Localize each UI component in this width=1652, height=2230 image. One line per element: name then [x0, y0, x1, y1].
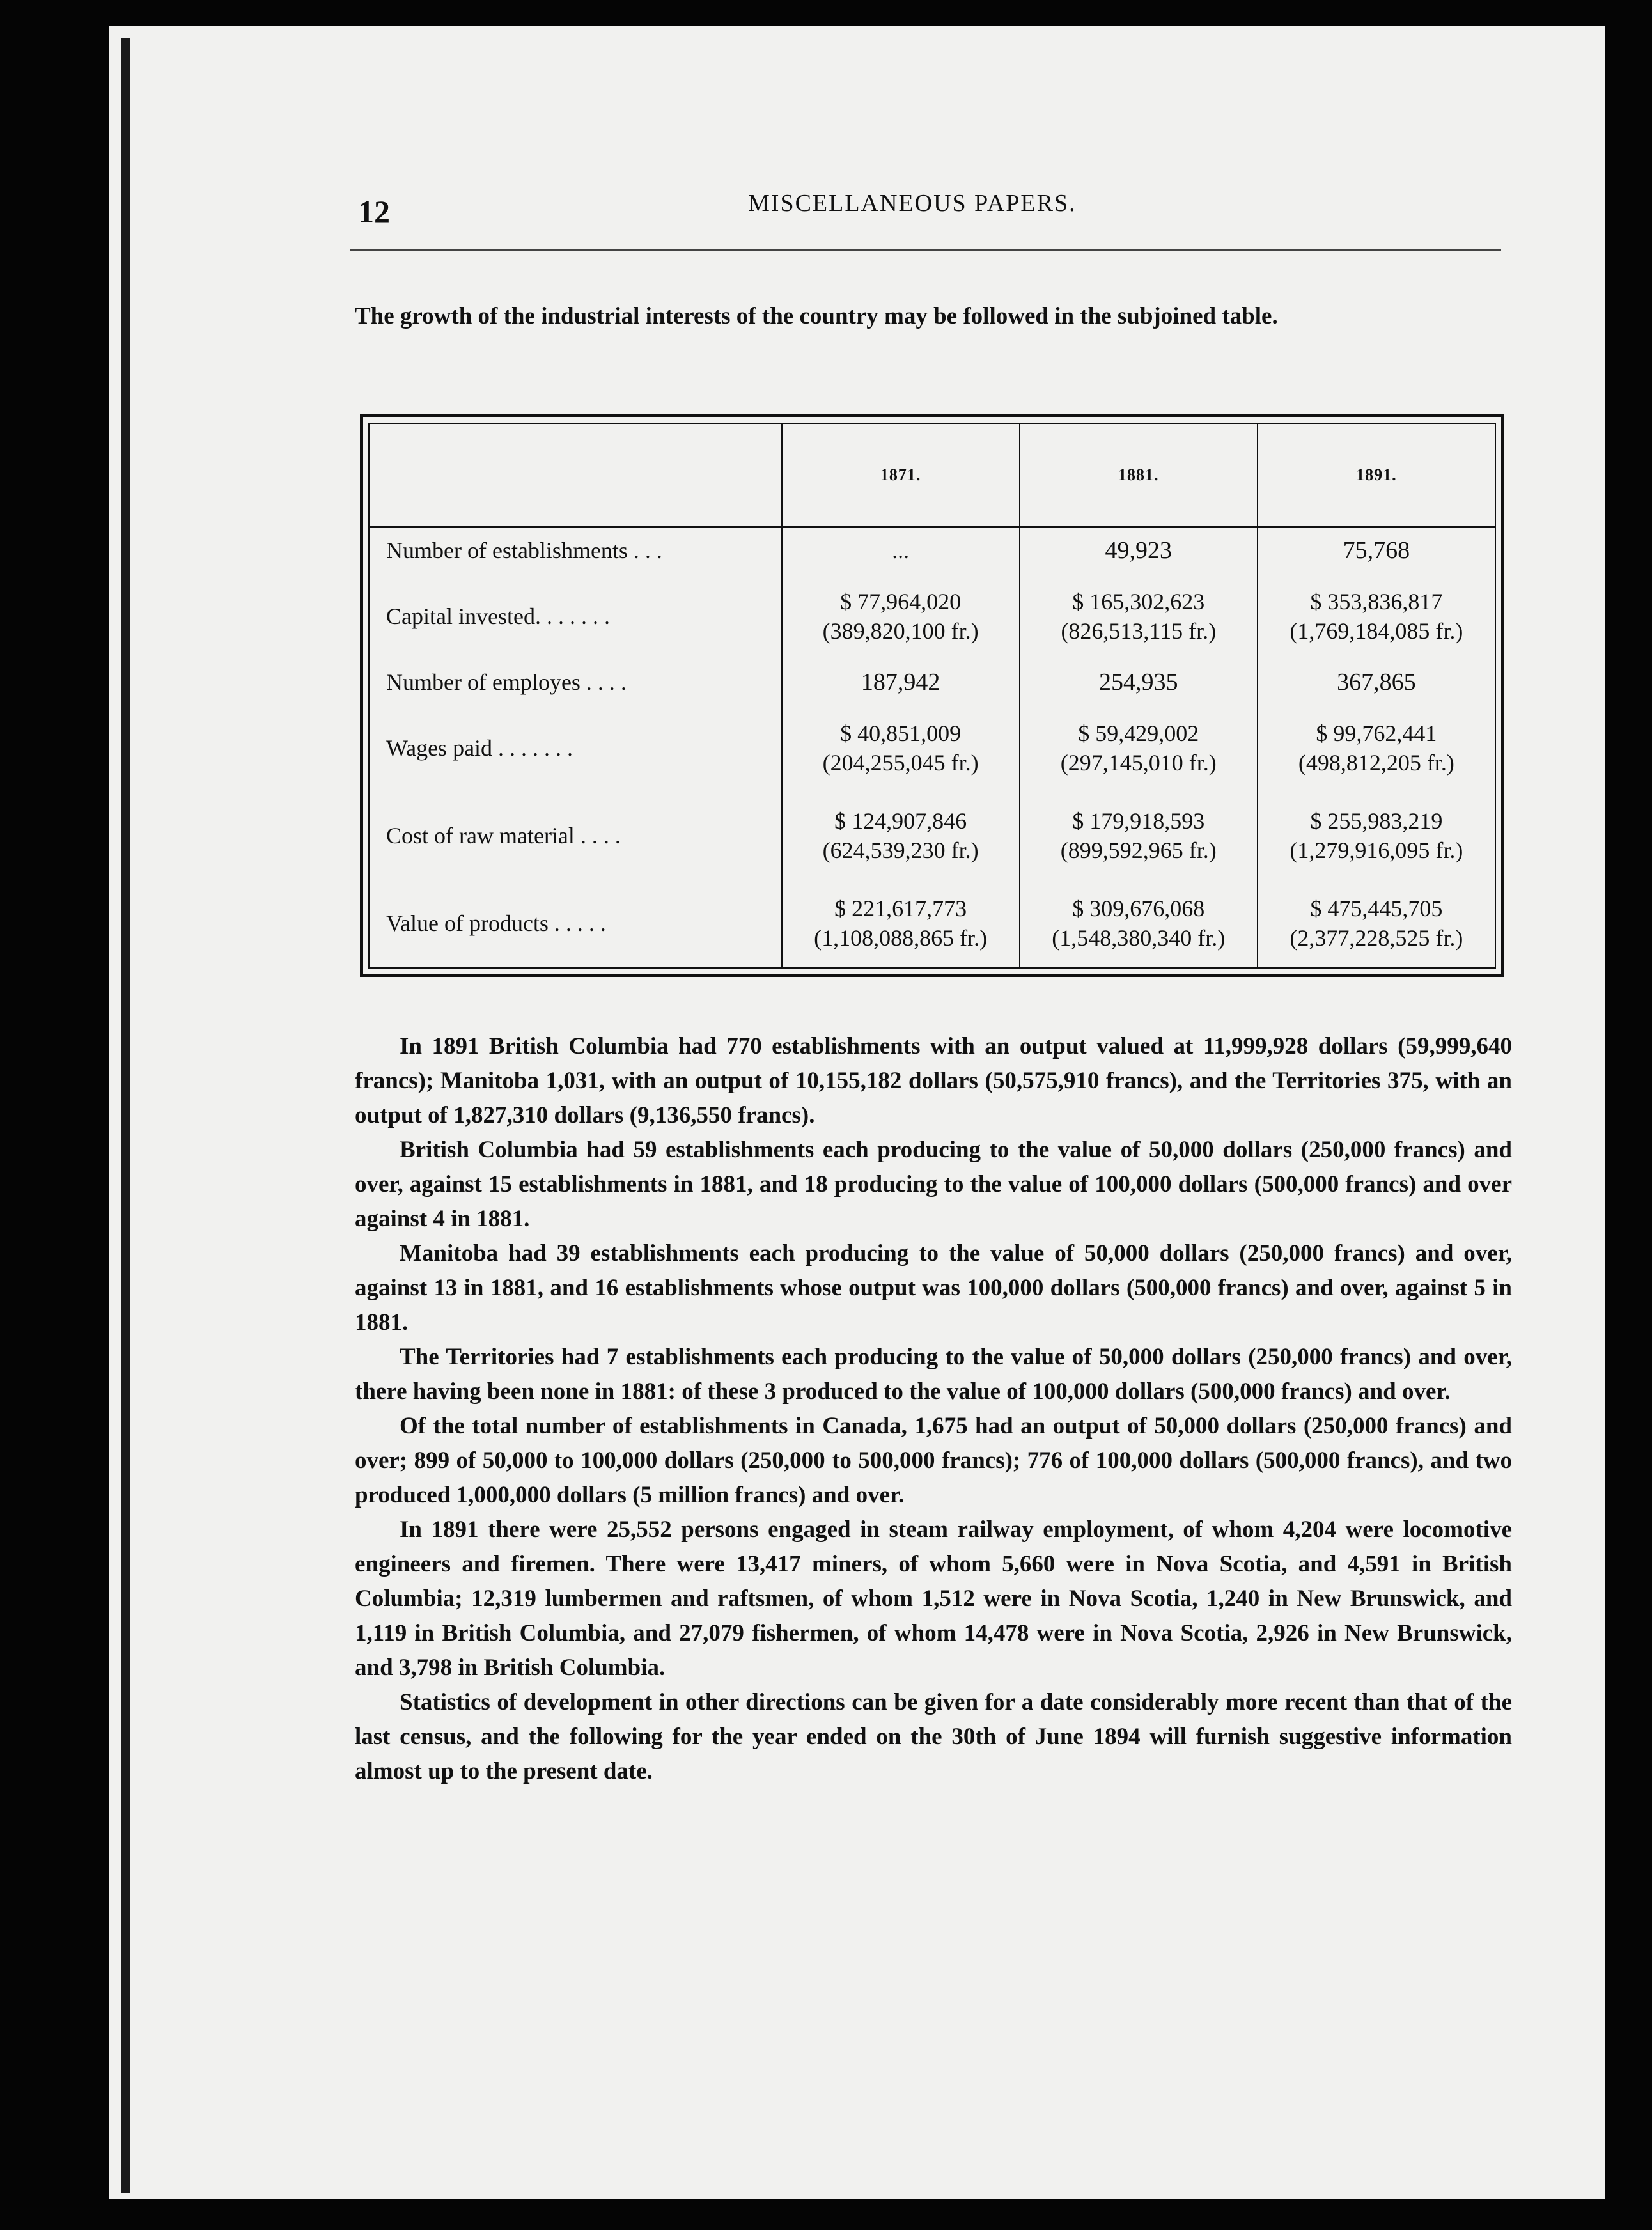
- cell-dollars: $ 309,676,068: [1072, 896, 1205, 922]
- cell-dollars: $ 124,907,846: [834, 808, 967, 834]
- industry-table-inner: [368, 423, 1496, 969]
- cell-dollars: $ 77,964,020: [840, 588, 962, 614]
- cell-1891: [1258, 791, 1495, 879]
- table-row: [370, 660, 1495, 705]
- cell-1881: [1020, 704, 1258, 791]
- cell-1871: [782, 880, 1020, 967]
- cell-1881: [1020, 572, 1258, 660]
- table-row: [370, 791, 1495, 879]
- cell-dollars: $ 179,918,593: [1072, 808, 1205, 834]
- table-row: [370, 572, 1495, 660]
- table-row: [370, 527, 1495, 573]
- cell-1871: 187,942: [782, 660, 1020, 705]
- cell-1881: [1020, 791, 1258, 879]
- cell-francs: (624,539,230 fr.): [822, 838, 979, 864]
- cell-dollars: $ 99,762,441: [1316, 720, 1437, 746]
- cell-francs: (826,513,115 fr.): [1061, 618, 1217, 644]
- cell-1881: 254,935: [1020, 660, 1258, 705]
- cell-1871: ...: [782, 527, 1020, 573]
- page-number: 12: [358, 194, 390, 230]
- row-label: Wages paid . . . . . . .: [386, 735, 573, 761]
- cell-1891: [1258, 572, 1495, 660]
- cell-dollars: $ 475,445,705: [1310, 896, 1443, 922]
- row-label: Number of employes . . . .: [386, 669, 627, 695]
- table-row: [370, 880, 1495, 967]
- row-label: Value of products . . . . .: [386, 910, 606, 937]
- cell-francs: (1,279,916,095 fr.): [1290, 838, 1463, 864]
- intro-paragraph: [355, 299, 1512, 334]
- row-label: Capital invested. . . . . . .: [386, 603, 610, 629]
- cell-1881: 49,923: [1020, 527, 1258, 573]
- page-binding-edge: [121, 38, 130, 2193]
- header-1881: 1881.: [1020, 424, 1258, 527]
- cell-1881: [1020, 880, 1258, 967]
- running-title: MISCELLANEOUS PAPERS.: [748, 190, 1077, 217]
- body-text: [355, 1029, 1512, 1789]
- paragraph: In 1891 British Columbia had 770 establishments with an output valued at 11,999,928 dollars (59,999,640 francs); Manitoba 1,031, with an output of 10,155,182 dollars (50,575,910 francs), and the Territories 375, with an output of 1,827,310 dollars (9,136,550 francs).: [355, 1033, 1512, 1128]
- paragraph: Statistics of development in other directions can be given for a date considerably more recent than that of the last census, and the following for the year ended on the 30th of June 1894 will furnish suggestive information almost up to the present date.: [355, 1689, 1512, 1784]
- cell-1871: [782, 572, 1020, 660]
- cell-dollars: $ 165,302,623: [1072, 588, 1205, 614]
- table-row: [370, 704, 1495, 791]
- paragraph: The Territories had 7 establishments each producing to the value of 50,000 dollars (250,000 francs) and over, there having been none in 1881: of these 3 produced to the value of 100,000 dollars (500,000 francs) and over.: [355, 1344, 1512, 1405]
- row-label: Number of establishments . . .: [386, 537, 662, 563]
- cell-1871: [782, 704, 1020, 791]
- cell-1891: [1258, 704, 1495, 791]
- cell-1891: 75,768: [1258, 527, 1495, 573]
- row-label: Cost of raw material . . . .: [386, 823, 621, 849]
- table-header-row: [370, 424, 1495, 527]
- header-blank: [370, 424, 782, 527]
- cell-dollars: $ 221,617,773: [834, 896, 967, 922]
- paragraph: In 1891 there were 25,552 persons engaged in steam railway employment, of whom 4,204 were locomotive engineers and firemen. There were 13,417 miners, of whom 5,660 were in Nova Scotia, and 4,591 in British Columbia; 12,319 lumbermen and raftsmen, of whom 1,512 were in Nova Scotia, 1,240 in New Brunswick, and 1,119 in British Columbia, and 27,079 fishermen, of whom 14,478 were in Nova Scotia, 2,926 in New Brunswick, and 3,798 in British Columbia.: [355, 1517, 1512, 1681]
- cell-francs: (1,769,184,085 fr.): [1290, 618, 1463, 644]
- cell-francs: (2,377,228,525 fr.): [1290, 925, 1463, 951]
- header-1871: 1871.: [782, 424, 1020, 527]
- industry-table: [370, 424, 1495, 967]
- cell-dollars: $ 353,836,817: [1310, 588, 1443, 614]
- industry-table-frame: [360, 414, 1504, 977]
- paragraph: Of the total number of establishments in Canada, 1,675 had an output of 50,000 dollars (250,000 francs) and over; 899 of 50,000 to 100,000 dollars (250,000 to 500,000 francs); 776 of 100,000 dollars (500,000 francs), and two produced 1,000,000 dollars (5 million francs) and over.: [355, 1413, 1512, 1508]
- cell-francs: (1,108,088,865 fr.): [814, 925, 988, 951]
- cell-dollars: $ 255,983,219: [1310, 808, 1443, 834]
- paragraph: Manitoba had 39 establishments each producing to the value of 50,000 dollars (250,000 francs) and over, against 13 in 1881, and 16 establishments whose output was 100,000 dollars (500,000 francs) and over, against 5 in 1881.: [355, 1240, 1512, 1336]
- cell-francs: (1,548,380,340 fr.): [1052, 925, 1226, 951]
- cell-dollars: $ 59,429,002: [1078, 720, 1199, 746]
- cell-1891: 367,865: [1258, 660, 1495, 705]
- cell-dollars: $ 40,851,009: [840, 720, 962, 746]
- cell-francs: (297,145,010 fr.): [1060, 749, 1217, 776]
- cell-francs: (498,812,205 fr.): [1298, 749, 1454, 776]
- cell-francs: (899,592,965 fr.): [1060, 838, 1217, 864]
- header-rule: [350, 249, 1501, 251]
- intro-text: The growth of the industrial interests of the country may be followed in the subjoined table.: [355, 303, 1278, 329]
- cell-francs: (389,820,100 fr.): [822, 618, 979, 644]
- cell-1891: [1258, 880, 1495, 967]
- cell-francs: (204,255,045 fr.): [822, 749, 979, 776]
- cell-1871: [782, 791, 1020, 879]
- paragraph: British Columbia had 59 establishments each producing to the value of 50,000 dollars (250,000 francs) and over, against 15 establishments in 1881, and 18 producing to the value of 100,000 dollars (500,000 francs) and over against 4 in 1881.: [355, 1137, 1512, 1232]
- header-1891: 1891.: [1258, 424, 1495, 527]
